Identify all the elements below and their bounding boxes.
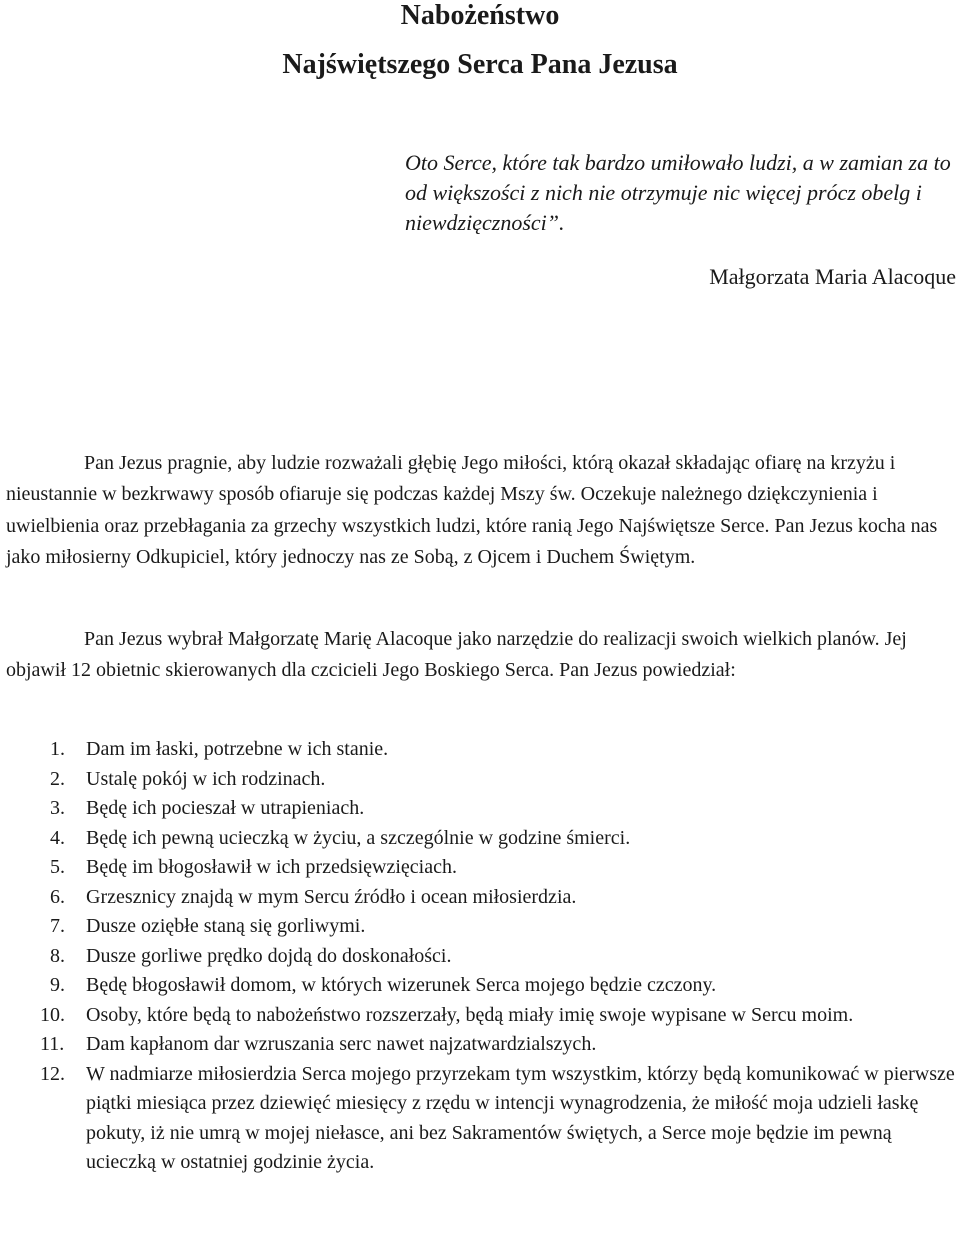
list-item-number: 3. xyxy=(50,797,65,819)
title-line-1: Nabożeństwo xyxy=(400,0,560,31)
list-item xyxy=(6,912,958,942)
list-item xyxy=(6,824,958,854)
promises-list xyxy=(6,735,958,1178)
list-item-number: 6. xyxy=(50,885,65,908)
list-item-text: Dam kapłanom dar wzruszania serc nawet najzatwardzialszych. xyxy=(86,1033,597,1055)
quote: Oto Serce, które tak bardzo umiłowało ludzi, a w zamian za to od większości z nich nie otrzymuje nic więcej prócz obelg i niewdzięczności”. xyxy=(405,150,951,235)
list-item-text: Będę ich pocieszał w utrapieniach. xyxy=(86,797,365,819)
list-item xyxy=(6,942,958,972)
list-item-number: 2. xyxy=(50,767,65,790)
list-item-number: 4. xyxy=(50,826,65,849)
list-item xyxy=(6,794,958,824)
quote-author: Małgorzata Maria Alacoque xyxy=(709,264,956,289)
list-item-number: 5. xyxy=(50,856,65,878)
list-item-text: Grzesznicy znajdą w mym Sercu źródło i ocean miłosierdzia. xyxy=(86,885,577,908)
list-item-text: Ustalę pokój w ich rodzinach. xyxy=(86,767,326,790)
list-item xyxy=(6,1060,958,1178)
list-item-text: Dam im łaski, potrzebne w ich stanie. xyxy=(86,738,389,760)
title-line-2: Najświętszego Serca Pana Jezusa xyxy=(282,49,678,80)
list-item xyxy=(6,883,958,913)
list-item-number: 11. xyxy=(40,1033,65,1055)
list-item xyxy=(6,765,958,795)
paragraph-intro: Pan Jezus pragnie, aby ludzie rozważali głębię Jego miłości, którą okazał składając ofiarę na krzyżu i nieustannie w bezkrwawy sposób ofiaruje się podczas każdej Mszy św. Oczekuje należnego dziękczynienia i uwielbienia oraz przebłagania za grzechy wszystkich ludzi, które ranią Jego Najświętsze Serce. Pan Jezus kocha nas jako miłosierny Odkupiciel, który jednoczy nas ze Sobą, z Ojcem i Duchem Świętym. xyxy=(6,452,938,568)
list-item-text: Osoby, które będą to nabożeństwo rozszerzały, będą miały imię swoje wypisane w Sercu moim. xyxy=(86,1003,854,1026)
list-item xyxy=(6,1001,958,1031)
list-item-number: 7. xyxy=(50,915,65,937)
list-item-text: Będę im błogosławił w ich przedsięwzięciach. xyxy=(86,856,457,878)
paragraph-promises-intro: Pan Jezus wybrał Małgorzatę Marię Alacoque jako narzędzie do realizacji swoich wielkich planów. Jej objawił 12 obietnic skierowanych dla czcicieli Jego Boskiego Serca. Pan Jezus powiedział: xyxy=(6,628,907,682)
list-item xyxy=(6,735,958,765)
list-item xyxy=(6,971,958,1001)
list-item-text: Będę ich pewną ucieczką w życiu, a szczególnie w godzine śmierci. xyxy=(86,826,631,849)
list-item xyxy=(6,853,958,883)
list-item-number: 9. xyxy=(50,974,65,996)
list-item-text: Będę błogosławił domom, w których wizerunek Serca mojego będzie czczony. xyxy=(86,974,717,996)
list-item-number: 10. xyxy=(40,1003,65,1026)
list-item-number: 12. xyxy=(40,1062,65,1085)
list-item-text: Dusze oziębłe staną się gorliwymi. xyxy=(86,915,366,937)
list-item-text: W nadmiarze miłosierdzia Serca mojego przyrzekam tym wszystkim, którzy będą komunikować w pierwsze piątki miesiąca przez dziewięć miesięcy z rzędu w intencji wynagrodzenia, że miłość moja udzieli łaskę pokuty, iż nie umrą w mojej niełasce, ani bez Sakramentów świętych, a Serce moje będzie im pewną ucieczką w ostatniej godzinie życia. xyxy=(86,1062,955,1173)
list-item-number: 8. xyxy=(50,944,65,967)
list-item-text: Dusze gorliwe prędko dojdą do doskonałości. xyxy=(86,944,452,967)
list-item-number: 1. xyxy=(50,738,65,760)
list-item xyxy=(6,1030,958,1060)
